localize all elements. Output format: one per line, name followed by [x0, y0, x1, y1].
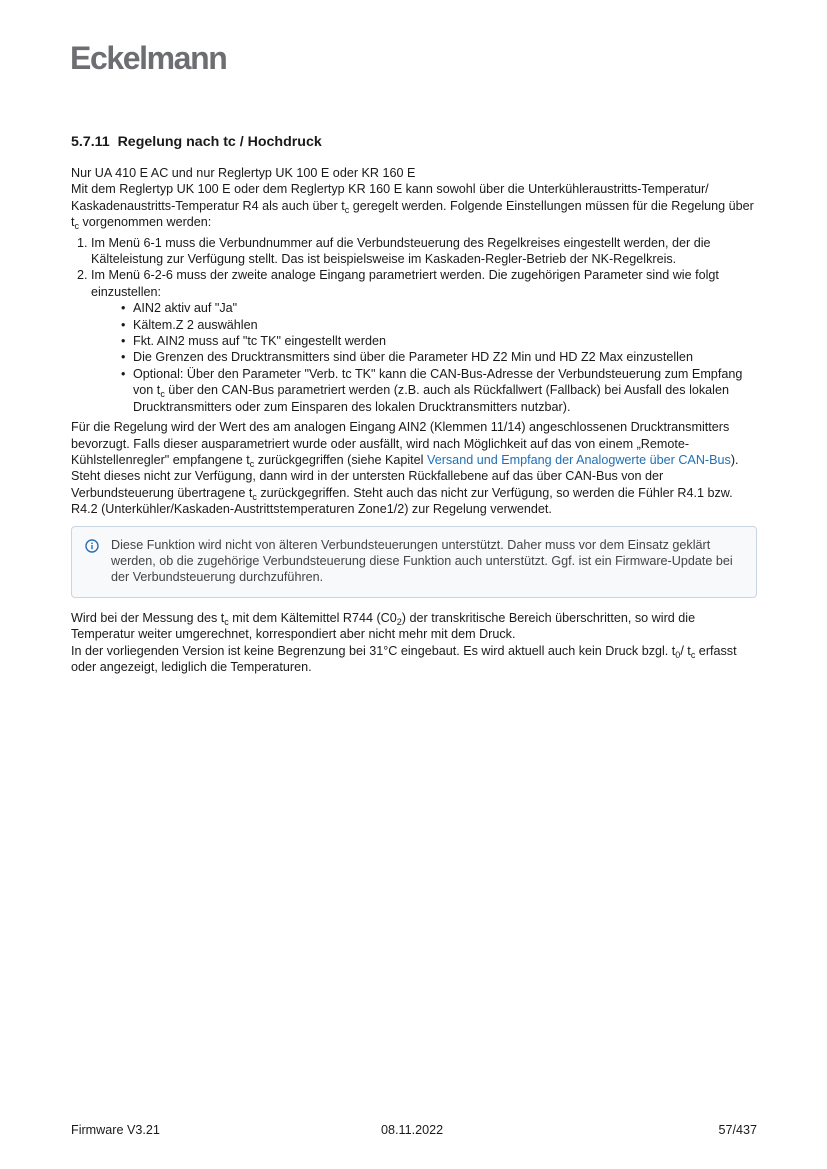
section-heading: 5.7.11 Regelung nach tc / Hochdruck	[71, 134, 322, 150]
note-text: Diese Funktion wird nicht von älteren Verbundsteuerungen unterstützt. Daher muss vor dem Einsatz geklärt werden, ob die zugehörige Verbundsteuerung diese Funktion auch unterstützt. Ggf. ist ein Firmware-Update bei der Verbundsteuerung durchzuführen.	[111, 537, 733, 585]
page-number: 57/437	[718, 1123, 757, 1137]
step-item: 1. Im Menü 6-1 muss die Verbundnummer auf die Verbundsteuerung des Regelkreises eingestellt werden, der die Kälteleistung zur Verfügung stellt. Das ist beispielsweise im Kaskaden-Regler-Betrieb der NK-Regelkreis.	[91, 235, 757, 268]
list-item: • Optional: Über den Parameter "Verb. tc TK" kann die CAN-Bus-Adresse der Verbundsteuerung zum Empfang von $t_c$ über den CAN-Bus parametriert werden (z.B. auch als Rückfallwert (Fallback) bei Ausfall des lokalen Drucktransmitters oder zum Einsparen des lokalen Drucktransmitters nutzbar).	[133, 366, 757, 415]
closing-paragraph: Wird bei der Messung des $t_c$ mit dem Kältemittel R744 $(C0_2)$ der transkritische Bereich überschritten, so wird die Temperatur weiter umgerechnet, korrespondiert aber nicht mehr mit dem Druck.	[71, 610, 696, 642]
info-note	[71, 526, 757, 598]
page-content	[71, 133, 757, 679]
closing-paragraph-2: In der vorliegenden Version ist keine Begrenzung bei 31°C eingebaut. Es wird aktuell auch kein Druck bzgl. $t_0/$ $t_c$ erfasst oder angezeigt, lediglich die Temperaturen.	[71, 643, 737, 674]
list-item: • Fkt. AIN2 muss auf "tc TK" eingestellt werden	[133, 333, 757, 349]
steps-list	[71, 235, 757, 415]
company-logo: Eckelmann	[70, 40, 227, 76]
fallback-paragraph: Für die Regelung wird der Wert des am analogen Eingang AIN2 (Klemmen 11/14) angeschlossenen Drucktransmitters bevorzugt. Falls dieser ausparametriert wurde oder ausfällt, wird nach Möglichkeit auf das von einem „Remote-Kühlstellenregler" empfangene $t_c$ zurückgegriffen (siehe Kapitel Versand und Empfang der Analogwerte über CAN-Bus). Steht dieses nicht zur Verfügung, dann wird in der untersten Rückfallebene auf das über CAN-Bus von der Verbundsteuerung übertragene $t_c$ zurückgegriffen. Steht auch das nicht zur Verfügung, so werden die Fühler R4.1 bzw. R4.2 (Unterkühler/Kaskaden-Austrittstemperaturen Zone1/2) zur Regelung verwendet.	[71, 420, 739, 517]
document-date: 08.11.2022	[381, 1123, 444, 1137]
step-item: 2. Im Menü 6-2-6 muss der zweite analoge Eingang parametriert werden. Die zugehörigen Parameter sind wie folgt einzustellen: • AIN2 aktiv auf "Ja" • Kältem.Z 2 auswählen • Fkt. AIN2 muss auf "tc TK" eingestellt werden • Die Grenzen des Drucktransmitters sind über die Parameter HD Z2 Min und HD Z2 Max einzustellen • Optional: Über den Parameter "Verb. tc TK" kann die CAN-Bus-Adresse der Verbundsteuerung zum Empfang von $t_c$ über den CAN-Bus parametriert werden (z.B. auch als Rückfallwert (Fallback) bei Ausfall des lokalen Drucktransmitters oder zum Einsparen des lokalen Drucktransmitters nutzbar).	[91, 267, 757, 415]
chapter-link[interactable]: Versand und Empfang der Analogwerte über CAN-Bus	[426, 452, 731, 467]
list-item: • Die Grenzen des Drucktransmitters sind über die Parameter HD Z2 Min und HD Z2 Max einzustellen	[133, 349, 757, 365]
parameter-list	[91, 300, 757, 415]
list-item: • AIN2 aktiv auf "Ja"	[133, 300, 757, 316]
intro-scope: Nur UA 410 E AC und nur Reglertyp UK 100 E oder KR 160 E	[71, 166, 416, 180]
intro-paragraph: Mit dem Reglertyp UK 100 E oder dem Reglertyp KR 160 E kann sowohl über die Unterkühleraustritts-Temperatur/ Kaskadenaustritts-Temperatur R4 als auch über $t_c$ geregelt werden. Folgende Einstellungen müssen für die Regelung über $t_c$ vorgenommen werden:	[71, 182, 754, 232]
list-item: • Kältem.Z 2 auswählen	[133, 317, 757, 333]
info-icon	[85, 539, 99, 553]
firmware-version: Firmware V3.21	[71, 1123, 160, 1137]
